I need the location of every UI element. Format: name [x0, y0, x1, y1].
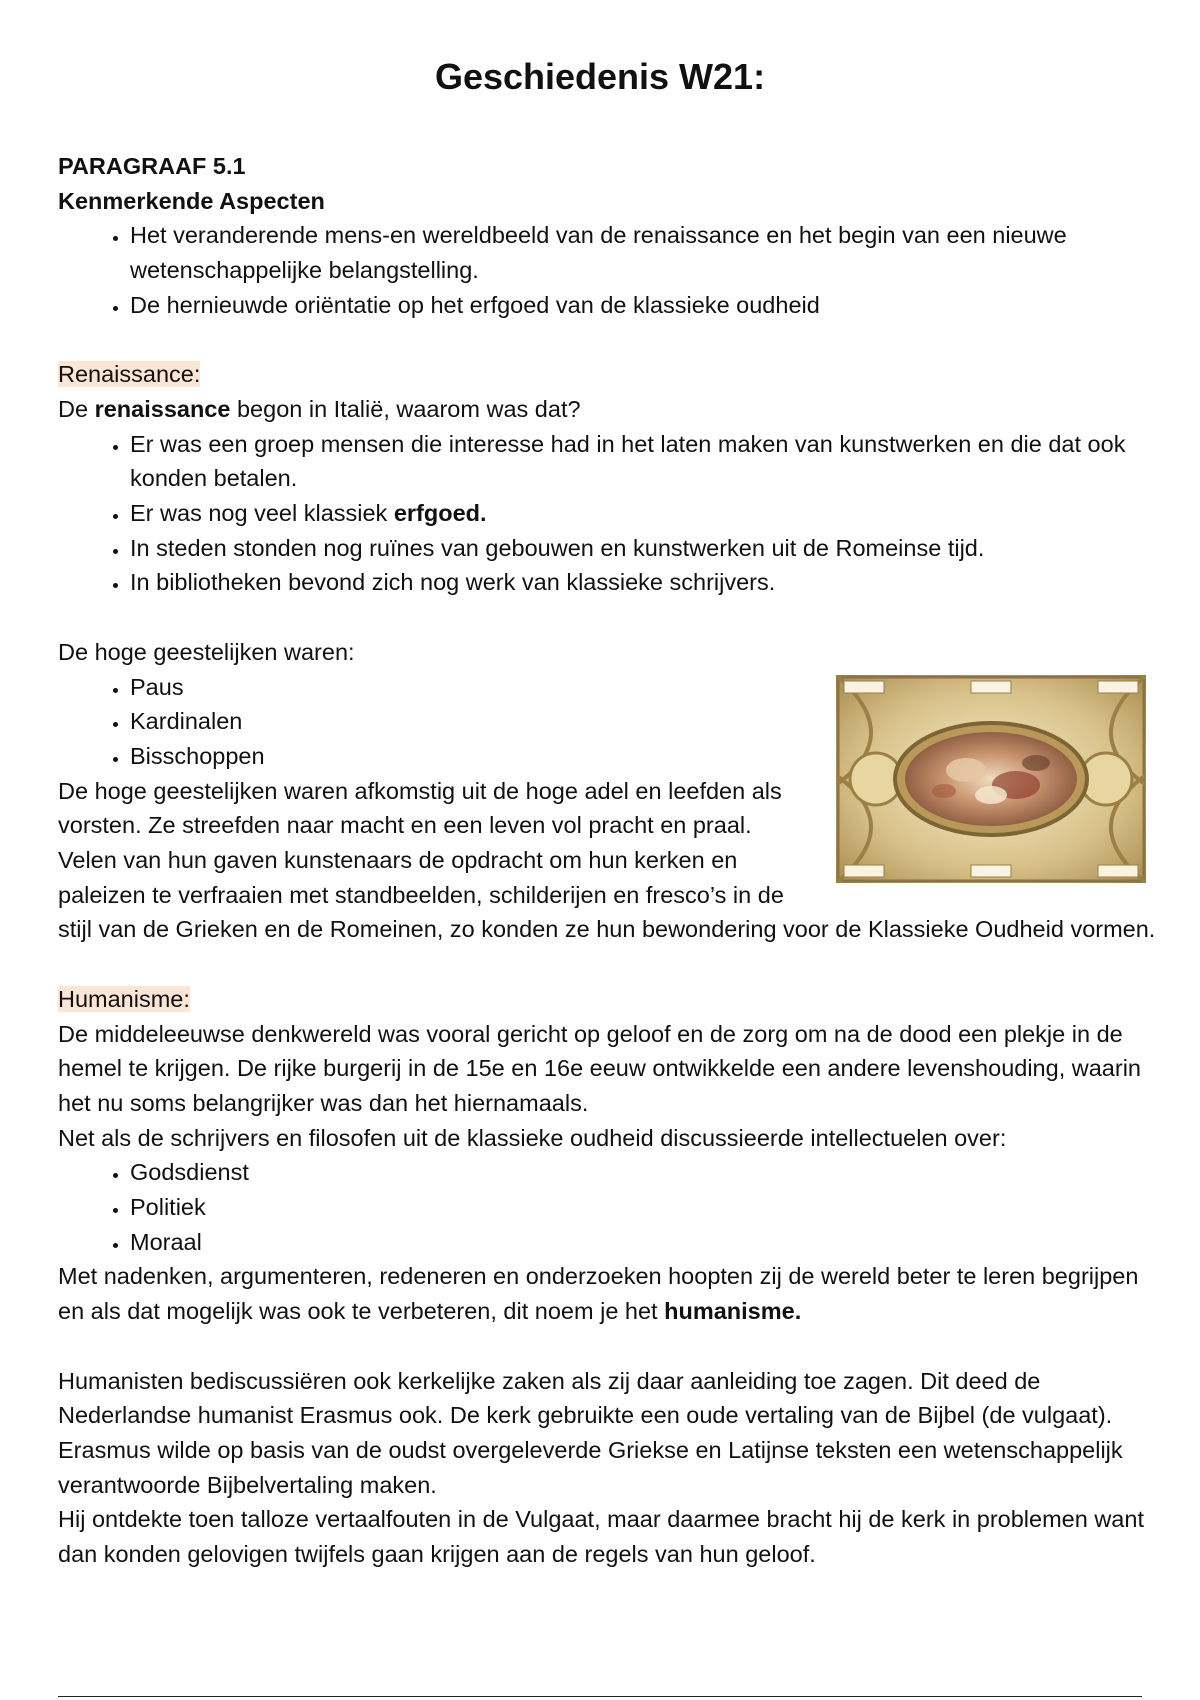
renaissance-question: De renaissance begon in Italië, waarom was dat? [58, 395, 581, 422]
footer-divider [58, 1696, 1142, 1697]
list-item: • Paus [130, 670, 1158, 705]
humanism-paragraph: Met nadenken, argumenteren, redeneren en onderzoeken hoopten zij de wereld beter te leren begrijpen en als dat mogelijk was ook te verbeteren, dit noem je het humanisme. [58, 1263, 1139, 1325]
section-subheading: Kenmerkende Aspecten [58, 187, 325, 214]
baroque-ceiling-fresco-image [836, 675, 1146, 883]
document-title: Geschiedenis W21: [434, 56, 766, 97]
list-item: • In steden stonden nog ruïnes van gebouwen en kunstwerken uit de Romeinse tijd. [130, 531, 1158, 566]
clergy-intro: De hoge geestelijken waren: [58, 638, 355, 665]
list-item: • Bisschoppen [130, 739, 1158, 774]
list-item: • In bibliotheken bevond zich nog werk van klassieke schrijvers. [130, 565, 1158, 600]
humanism-paragraph: Hij ontdekte toen talloze vertaalfouten in de Vulgaat, maar daarmee bracht hij de kerk in problemen want dan konden gelovigen twijfels gaan krijgen aan de regels van hun geloof. [58, 1506, 1144, 1568]
list-item: • Moraal [130, 1225, 1158, 1260]
humanism-topics-list [58, 1155, 1158, 1259]
list-item: • De hernieuwde oriëntatie op het erfgoed van de klassieke oudheid [130, 288, 1158, 323]
clergy-paragraph: De hoge geestelijken waren afkomstig uit de hoge adel en leefden als vorsten. Ze streefden naar macht en een leven vol pracht en praal. [58, 777, 782, 839]
humanism-paragraph: De middeleeuwse denkwereld was vooral gericht op geloof en de zorg om na de dood een plekje in de hemel te krijgen. De rijke burgerij in de 15e en 16e eeuw ontwikkelde een andere levenshouding, waarin het nu soms belangrijker was dan het hiernamaals. [58, 1020, 1141, 1116]
list-item: • Godsdienst [130, 1155, 1158, 1190]
humanism-paragraph: Net als de schrijvers en filosofen uit de klassieke oudheid discussieerde intellectuelen over: [58, 1124, 1007, 1151]
document-body [58, 149, 1158, 1572]
list-item: • Er was nog veel klassiek erfgoed. [130, 496, 1158, 531]
renaissance-reasons-list [58, 427, 1158, 601]
list-item: • Het veranderende mens-en wereldbeeld van de renaissance en het begin van een nieuwe wetenschappelijke belangstelling. [130, 218, 1158, 287]
aspects-list [58, 218, 1158, 322]
humanism-paragraph: Humanisten bediscussiëren ook kerkelijke zaken als zij daar aanleiding toe zagen. Dit deed de Nederlandse humanist Erasmus ook. De kerk gebruikte een oude vertaling van de Bijbel (de vulgaat). Erasmus wilde op basis van de oudst overgeleverde Griekse en Latijnse teksten een wetenschappelijk verantwoorde Bijbelvertaling maken. [58, 1367, 1123, 1498]
list-item: • Kardinalen [130, 704, 1158, 739]
section-heading: PARAGRAAF 5.1 [58, 153, 246, 179]
list-item: • Politiek [130, 1190, 1158, 1225]
humanism-label: Humanisme: [58, 985, 190, 1012]
list-item: • Er was een groep mensen die interesse had in het laten maken van kunstwerken en die dat ook konden betalen. [130, 427, 1158, 496]
clergy-paragraph: Velen van hun gaven kunstenaars de opdracht om hun kerken en paleizen te verfraaien met standbeelden, schilderijen en fresco’s in de stijl van de Grieken en de Romeinen, zo konden ze hun bewondering voor de Klassieke Oudheid vormen. [58, 847, 1156, 943]
renaissance-label: Renaissance: [58, 361, 201, 388]
